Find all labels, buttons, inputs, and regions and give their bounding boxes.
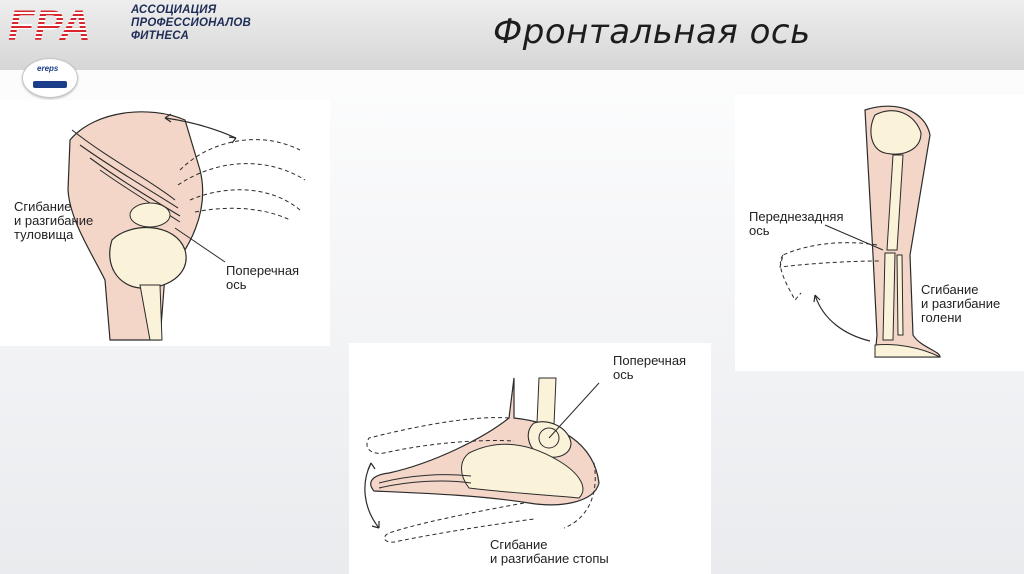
foot-figure-panel	[349, 343, 711, 574]
org-name	[131, 4, 291, 43]
leg-motion-label-3: голени	[921, 310, 962, 325]
leg-axis-label-1: Переднезадняя	[749, 209, 844, 224]
trunk-motion-label-1: Сгибание	[14, 199, 72, 214]
leg-motion-label-2: и разгибание	[921, 296, 1001, 311]
foot-motion-label-2: и разгибание стопы	[490, 551, 609, 566]
leg-figure-panel	[735, 95, 1024, 371]
trunk-axis-label-1: Поперечная	[226, 263, 300, 278]
trunk-motion-label-3: туловища	[14, 227, 74, 242]
slide-title: Фронтальная ось	[493, 12, 811, 52]
logo-letters: FPA	[8, 2, 91, 46]
foot-axis-label-1: Поперечная	[613, 353, 687, 368]
header-band	[0, 0, 1024, 70]
trunk-motion-label-2: и разгибание	[14, 213, 94, 228]
foot-motion-label-1: Сгибание	[490, 537, 548, 552]
org-name-line3: ФИТНЕСА	[131, 30, 189, 42]
trunk-figure-panel	[0, 100, 330, 346]
badge-sub-bar	[33, 81, 67, 88]
foot-axis-label-2: ось	[613, 367, 634, 382]
badge-name: ereps	[37, 64, 59, 73]
org-name-line2: ПРОФЕССИОНАЛОВ	[131, 17, 252, 29]
leg-axis-label-2: ось	[749, 223, 770, 238]
leg-motion-label-1: Сгибание	[921, 282, 979, 297]
fpa-logo-icon	[6, 2, 120, 46]
trunk-axis-label-2: ось	[226, 277, 247, 292]
ereps-badge	[22, 58, 78, 98]
leg-illustration	[735, 95, 1024, 371]
org-name-line1: АССОЦИАЦИЯ	[131, 4, 217, 16]
